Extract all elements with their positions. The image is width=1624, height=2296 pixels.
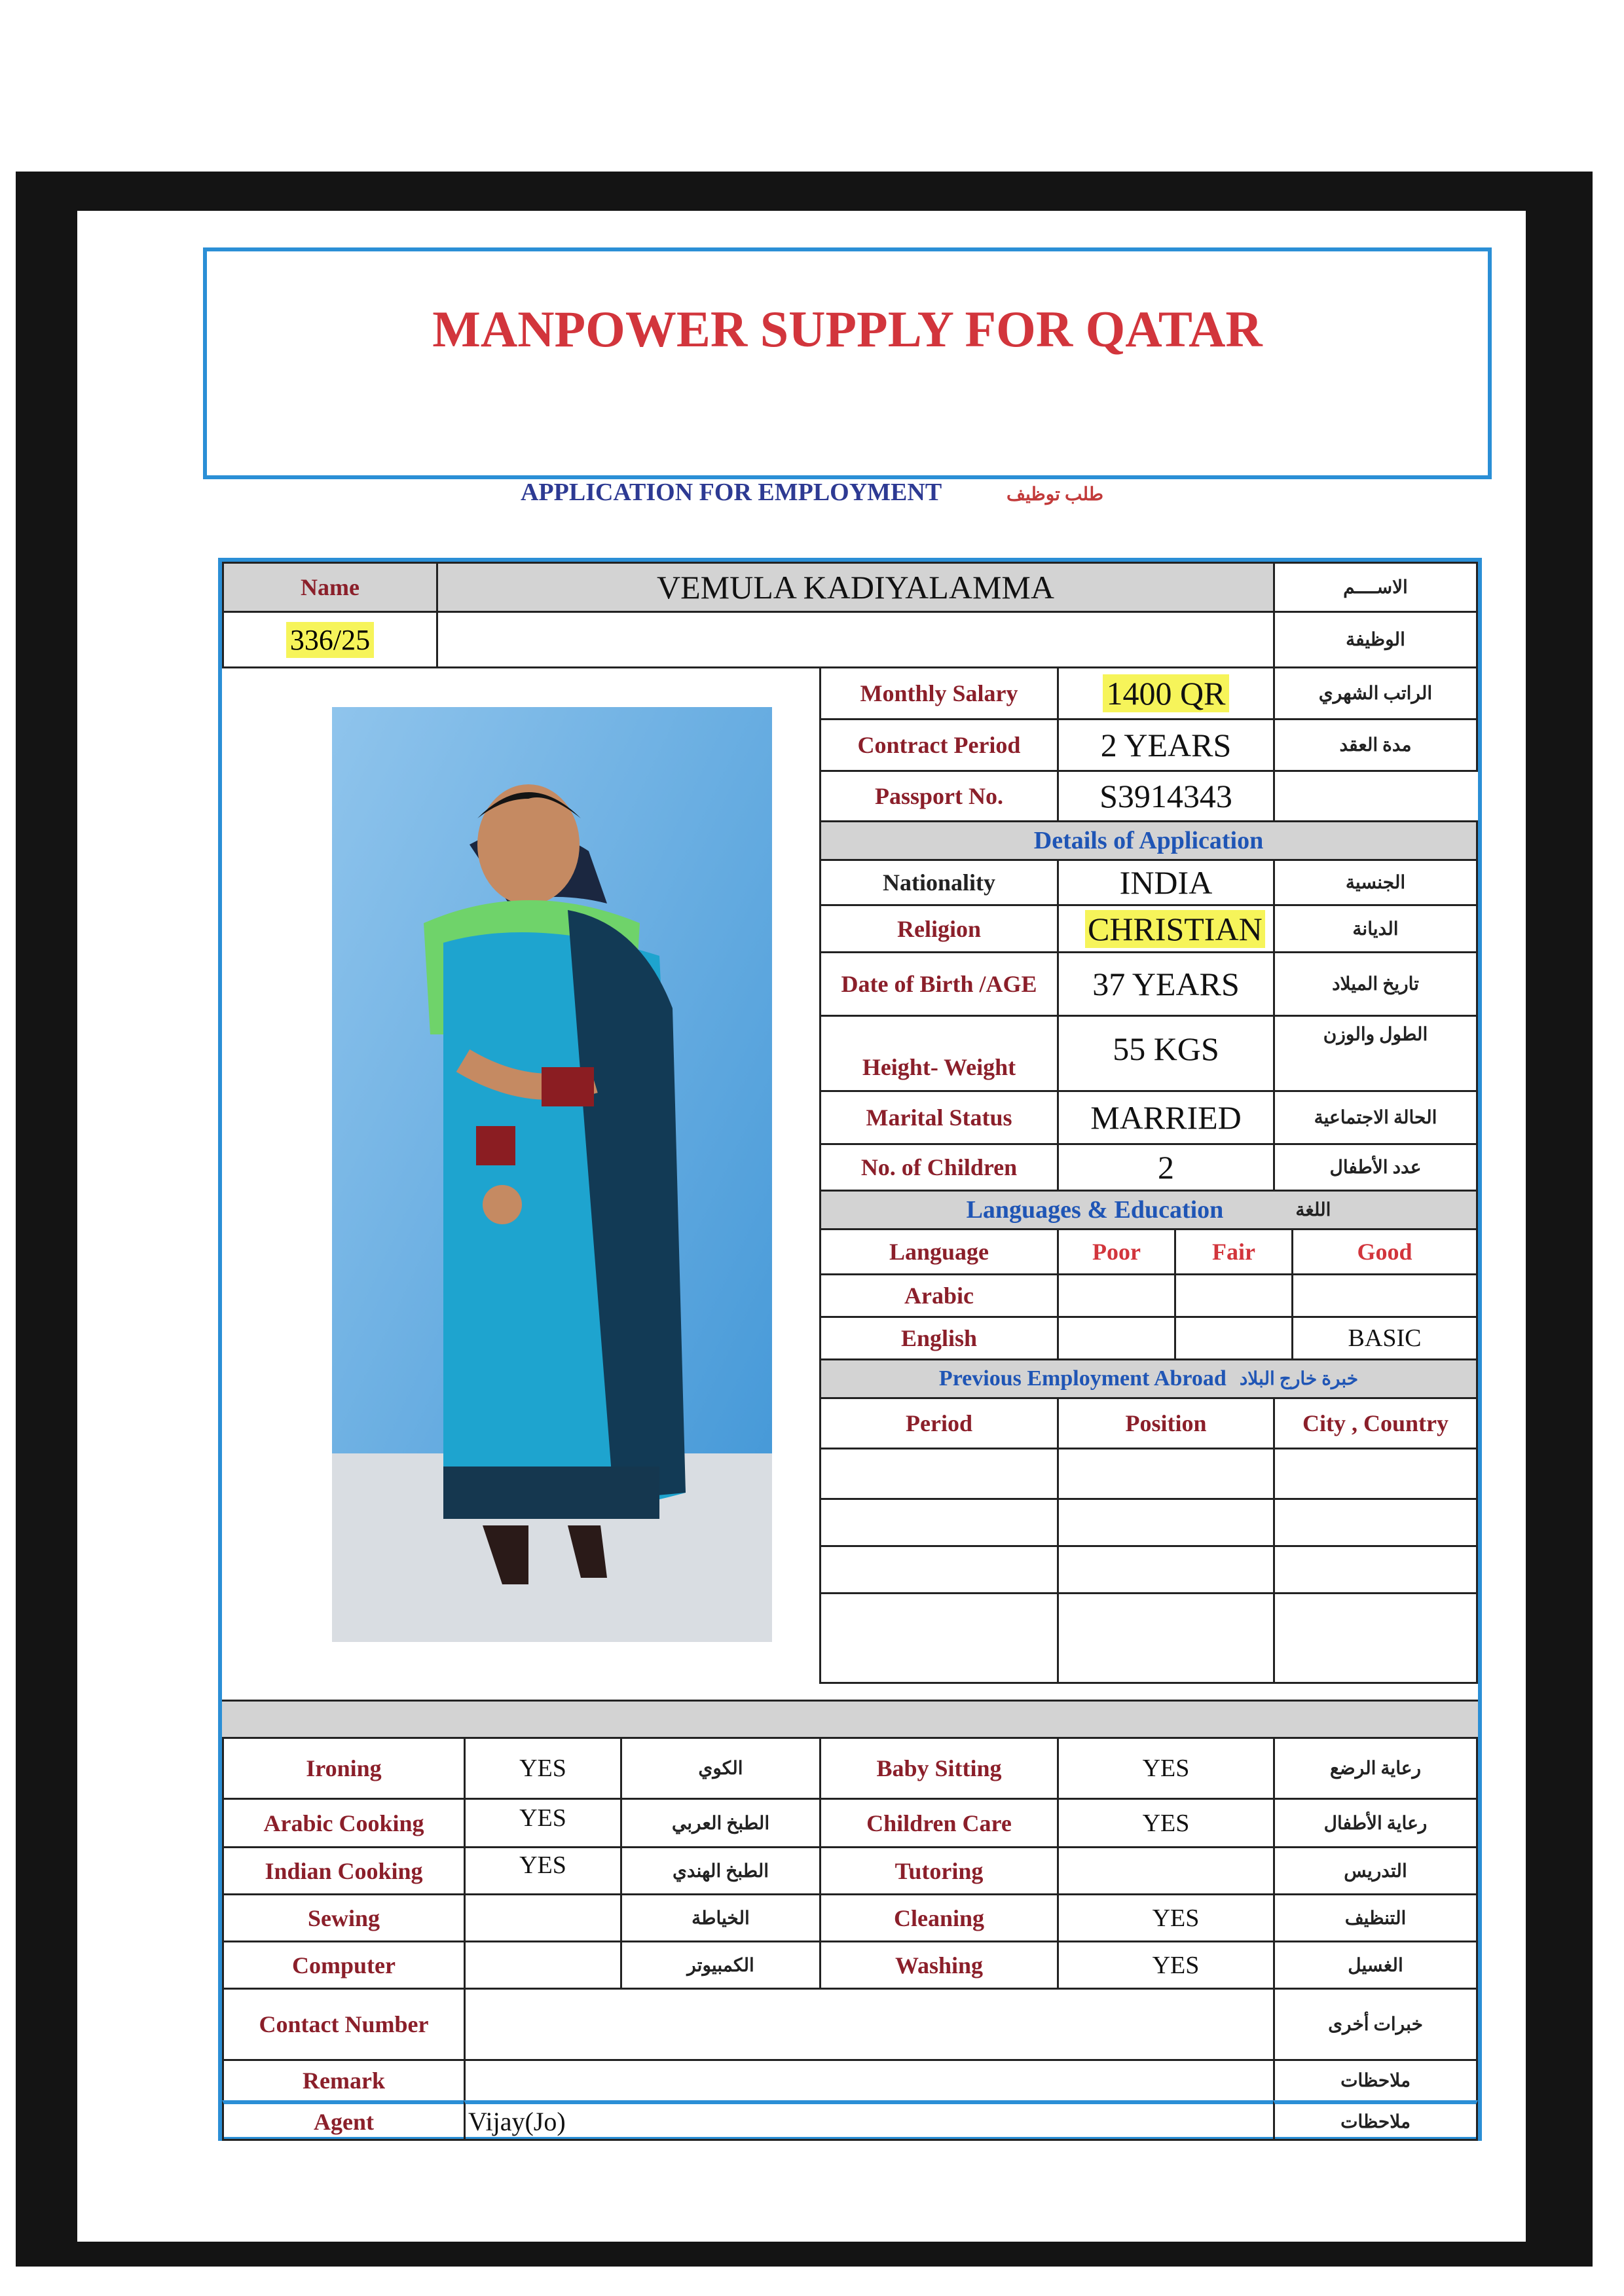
children-care-value: YES <box>1057 1798 1275 1848</box>
religion-value: CHRISTIAN <box>1085 910 1265 948</box>
cleaning-label: Cleaning <box>819 1893 1059 1942</box>
salary-label: Monthly Salary <box>819 666 1059 720</box>
contact-number-value <box>464 1988 1275 2061</box>
language-col-header: Language <box>819 1228 1059 1275</box>
baby-sitting-ar: رعاية الرضع <box>1273 1737 1478 1800</box>
passport-label: Passport No. <box>819 770 1059 822</box>
sewing-label: Sewing <box>222 1893 466 1942</box>
previous-row-period <box>819 1545 1059 1594</box>
photo-illustration <box>332 707 772 1642</box>
name-label: Name <box>222 562 438 613</box>
salary-ar: الراتب الشهري <box>1273 666 1478 720</box>
baby-sitting-label: Baby Sitting <box>819 1737 1059 1800</box>
contract-period-ar: مدة العقد <box>1273 718 1478 772</box>
poor-col-header: Poor <box>1057 1228 1176 1275</box>
ironing-value: YES <box>464 1737 622 1800</box>
english-fair <box>1174 1316 1293 1360</box>
marital-label: Marital Status <box>819 1090 1059 1145</box>
details-header: Details of Application <box>819 820 1478 861</box>
contract-period-value: 2 YEARS <box>1057 718 1275 772</box>
cleaning-ar: التنظيف <box>1273 1893 1478 1942</box>
previous-row-city <box>1273 1592 1478 1684</box>
height-weight-value: 55 KGS <box>1057 1015 1275 1092</box>
ironing-ar: الكوي <box>620 1737 821 1800</box>
washing-label: Washing <box>819 1941 1059 1990</box>
previous-row-position <box>1057 1448 1275 1500</box>
baby-sitting-value: YES <box>1057 1737 1275 1800</box>
nationality-value: INDIA <box>1057 859 1275 906</box>
name-value: VEMULA KADIYALAMMA <box>436 562 1275 613</box>
previous-row-city <box>1273 1448 1478 1500</box>
height-weight-label: Height- Weight <box>819 1015 1059 1092</box>
arabic-good <box>1291 1273 1478 1318</box>
previous-title: Previous Employment Abroad <box>938 1366 1227 1391</box>
children-value: 2 <box>1057 1143 1275 1192</box>
children-label: No. of Children <box>819 1143 1059 1192</box>
salary-value: 1400 QR <box>1103 674 1230 712</box>
computer-ar: الكمبيوتر <box>620 1941 821 1990</box>
ref-ar: الوظيفة <box>1273 611 1478 668</box>
remark-value <box>464 2059 1275 2102</box>
contract-period-label: Contract Period <box>819 718 1059 772</box>
computer-label: Computer <box>222 1941 466 1990</box>
position-col-header: Position <box>1057 1397 1275 1449</box>
previous-row-city <box>1273 1545 1478 1594</box>
tutoring-label: Tutoring <box>819 1846 1059 1895</box>
indian-cooking-label: Indian Cooking <box>222 1846 466 1895</box>
arabic-cooking-value: YES <box>464 1798 622 1848</box>
form-title: MANPOWER SUPPLY FOR QATAR <box>432 301 1263 357</box>
tutoring-ar: التدريس <box>1273 1846 1478 1895</box>
arabic-language: Arabic <box>819 1273 1059 1318</box>
arabic-poor <box>1057 1273 1176 1318</box>
sewing-ar: الخياطة <box>620 1893 821 1942</box>
washing-value: YES <box>1057 1941 1275 1990</box>
children-care-ar: رعاية الأطفال <box>1273 1798 1478 1848</box>
passport-value: S3914343 <box>1057 770 1275 822</box>
ref-cell <box>222 611 438 668</box>
religion-cell <box>1057 904 1275 953</box>
remark-label: Remark <box>222 2059 466 2102</box>
agent-value: Vijay(Jo) <box>464 2100 1275 2141</box>
subtitle-en: APPLICATION FOR EMPLOYMENT <box>520 479 942 506</box>
arabic-cooking-ar: الطبخ العربي <box>620 1798 821 1848</box>
application-table <box>218 558 1482 2141</box>
period-col-header: Period <box>819 1397 1059 1449</box>
nationality-ar: الجنسية <box>1273 859 1478 906</box>
previous-row-position <box>1057 1592 1275 1684</box>
arabic-cooking-label: Arabic Cooking <box>222 1798 466 1848</box>
religion-label: Religion <box>819 904 1059 953</box>
form-subtitle <box>0 478 1624 507</box>
washing-ar: الغسيل <box>1273 1941 1478 1990</box>
nationality-label: Nationality <box>819 859 1059 906</box>
contact-number-ar: خبرات أخرى <box>1273 1988 1478 2061</box>
subtitle-ar: طلب توظيف <box>1006 484 1104 505</box>
dob-value: 37 YEARS <box>1057 951 1275 1017</box>
height-weight-ar: الطول والوزن <box>1273 1015 1478 1092</box>
children-care-label: Children Care <box>819 1798 1059 1848</box>
agent-label: Agent <box>222 2100 466 2141</box>
ref-number: 336/25 <box>286 622 374 658</box>
previous-row-city <box>1273 1498 1478 1547</box>
agent-ar: ملاحظات <box>1273 2100 1478 2141</box>
english-language: English <box>819 1316 1059 1360</box>
salary-cell <box>1057 666 1275 720</box>
previous-row-period <box>819 1592 1059 1684</box>
languages-title: Languages & Education <box>966 1196 1224 1224</box>
contact-number-label: Contact Number <box>222 1988 466 2061</box>
children-ar: عدد الأطفال <box>1273 1143 1478 1192</box>
name-ar: الاســــم <box>1273 562 1478 613</box>
previous-header <box>819 1358 1478 1399</box>
applicant-photo <box>332 707 772 1642</box>
languages-title-ar: اللغة <box>1295 1200 1331 1220</box>
computer-value <box>464 1941 622 1990</box>
previous-row-period <box>819 1448 1059 1500</box>
dob-ar: تاريخ الميلاد <box>1273 951 1478 1017</box>
title-box <box>203 247 1492 479</box>
ironing-label: Ironing <box>222 1737 466 1800</box>
city-country-col-header: City , Country <box>1273 1397 1478 1449</box>
languages-header <box>819 1190 1478 1230</box>
dob-label: Date of Birth /AGE <box>819 951 1059 1017</box>
previous-title-ar: خبرة خارج البلاد <box>1239 1369 1359 1389</box>
previous-row-position <box>1057 1498 1275 1547</box>
marital-value: MARRIED <box>1057 1090 1275 1145</box>
indian-cooking-ar: الطبخ الهندي <box>620 1846 821 1895</box>
arabic-fair <box>1174 1273 1293 1318</box>
ref-blank <box>436 611 1275 668</box>
indian-cooking-value: YES <box>464 1846 622 1895</box>
remark-ar: ملاحظات <box>1273 2059 1478 2102</box>
sewing-value <box>464 1893 622 1942</box>
religion-ar: الديانة <box>1273 904 1478 953</box>
marital-ar: الحالة الاجتماعية <box>1273 1090 1478 1145</box>
tutoring-value <box>1057 1846 1275 1895</box>
previous-row-position <box>1057 1545 1275 1594</box>
good-col-header: Good <box>1291 1228 1478 1275</box>
fair-col-header: Fair <box>1174 1228 1293 1275</box>
english-good: BASIC <box>1291 1316 1478 1360</box>
english-poor <box>1057 1316 1176 1360</box>
previous-row-period <box>819 1498 1059 1547</box>
separator-band <box>222 1700 1478 1739</box>
cleaning-value: YES <box>1057 1893 1275 1942</box>
